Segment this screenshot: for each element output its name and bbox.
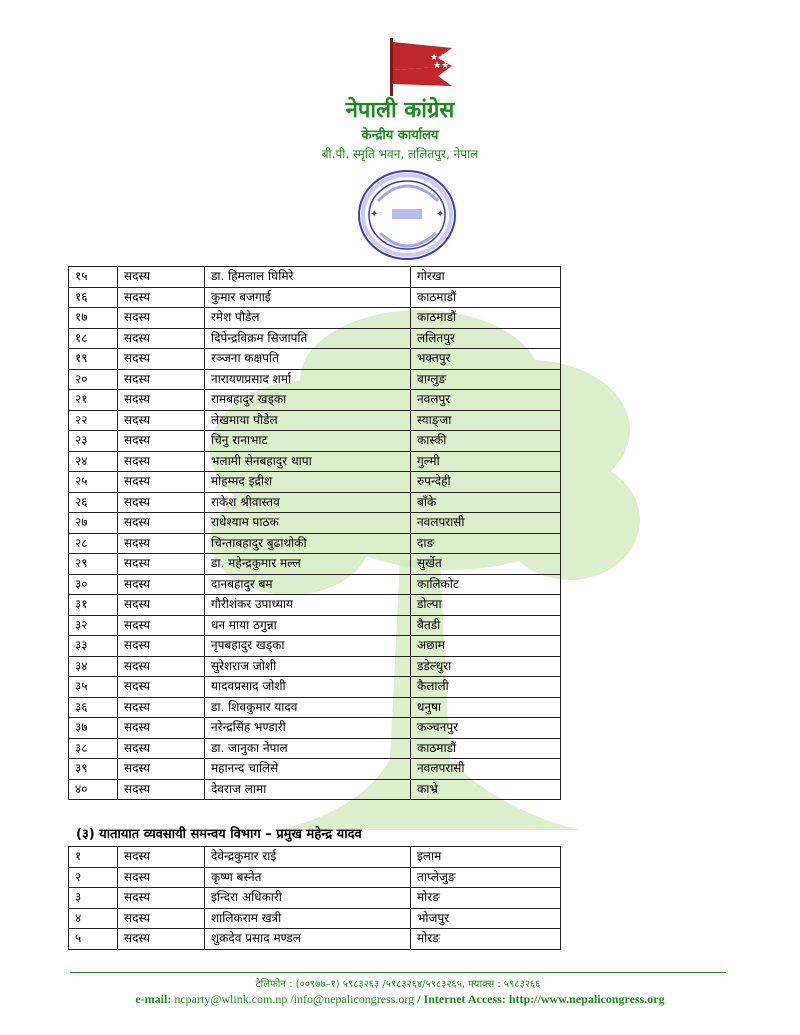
web-label: Internet Access: [423, 992, 506, 1006]
svg-text:★★: ★★ [430, 53, 447, 63]
footer-phone: टेलिफोन : (००९७७–१) ५९८३२६३ /५९८३२६४/५९८३२६५, फ्याक्स : ५९८३२६६ [255, 979, 541, 990]
member-name-cell: भलामी सेनबहादुर थापा [205, 451, 411, 472]
member-name-cell: रञ्जना कक्षपति [205, 349, 411, 370]
serial-number-cell: २ [69, 867, 118, 888]
role-cell: सदस्य [118, 554, 205, 575]
member-name-cell: रामबहादुर खड्का [205, 390, 411, 411]
serial-number-cell: ४ [69, 908, 118, 929]
table-row [69, 888, 561, 909]
serial-number-cell: २३ [69, 431, 118, 452]
district-cell: नवलपरासी [411, 759, 561, 780]
role-cell: सदस्य [118, 308, 205, 329]
district-cell: काठमाडौं [411, 287, 561, 308]
district-cell: ललितपुर [411, 328, 561, 349]
role-cell: सदस्य [118, 847, 205, 868]
district-cell: रुपन्देही [411, 472, 561, 493]
section-heading: (३) यातायात व्यवसायी समन्वय विभाग – प्रमुख महेन्द्र यादव [76, 827, 362, 842]
serial-number-cell: २८ [69, 533, 118, 554]
member-name-cell: रमेश पौडेल [205, 308, 411, 329]
serial-number-cell: २६ [69, 492, 118, 513]
table-row [69, 738, 561, 759]
district-cell: गोरखा [411, 267, 561, 288]
letterhead [0, 0, 800, 270]
member-name-cell: राकेश श्रीवास्तव [205, 492, 411, 513]
member-name-cell: इन्दिरा अधिकारी [205, 888, 411, 909]
serial-number-cell: ३० [69, 574, 118, 595]
district-cell: डोल्पा [411, 595, 561, 616]
footer-divider [70, 972, 726, 973]
role-cell: सदस्य [118, 574, 205, 595]
member-name-cell: कुमार बजगाई [205, 287, 411, 308]
serial-number-cell: ३९ [69, 759, 118, 780]
office-name: केन्द्रीय कार्यालय [361, 128, 439, 143]
role-cell: सदस्य [118, 779, 205, 800]
role-cell: सदस्य [118, 718, 205, 739]
table-row [69, 533, 561, 554]
district-cell: इलाम [411, 847, 561, 868]
district-cell: कैलाली [411, 677, 561, 698]
table-row [69, 656, 561, 677]
district-cell: भोजपुर [411, 908, 561, 929]
member-name-cell: नारायणप्रसाद शर्मा [205, 369, 411, 390]
transport-members-table [68, 846, 561, 950]
role-cell: सदस्य [118, 492, 205, 513]
district-cell: मोरङ [411, 888, 561, 909]
table-row [69, 328, 561, 349]
district-cell: कञ्चनपुर [411, 718, 561, 739]
table-row [69, 410, 561, 431]
role-cell: सदस्य [118, 451, 205, 472]
role-cell: सदस्य [118, 888, 205, 909]
serial-number-cell: २१ [69, 390, 118, 411]
district-cell: डडेल्धुरा [411, 656, 561, 677]
serial-number-cell: ५ [69, 929, 118, 950]
office-address: बी.पी. स्मृति भवन, ललितपुर, नेपाल [321, 147, 479, 161]
table-row [69, 615, 561, 636]
table-row [69, 636, 561, 657]
footer-contact [40, 992, 760, 1007]
member-name-cell: शुकदेव प्रसाद मण्डल [205, 929, 411, 950]
table-row [69, 308, 561, 329]
serial-number-cell: ३८ [69, 738, 118, 759]
serial-number-cell: ३३ [69, 636, 118, 657]
district-cell: ताप्लेजुङ [411, 867, 561, 888]
serial-number-cell: २९ [69, 554, 118, 575]
office-seal-stamp [356, 167, 458, 263]
member-name-cell: डा. महेन्द्रकुमार मल्ल [205, 554, 411, 575]
role-cell: सदस्य [118, 677, 205, 698]
role-cell: सदस्य [118, 615, 205, 636]
member-name-cell: देवेन्द्रकुमार राई [205, 847, 411, 868]
member-name-cell: नरेन्द्रसिंह भण्डारी [205, 718, 411, 739]
table-row [69, 697, 561, 718]
member-name-cell: लेखमाया पौडेल [205, 410, 411, 431]
member-name-cell: सुरेशराज जोशी [205, 656, 411, 677]
member-name-cell: डा. शिवकुमार यादव [205, 697, 411, 718]
role-cell: सदस्य [118, 328, 205, 349]
role-cell: सदस्य [118, 390, 205, 411]
role-cell: सदस्य [118, 472, 205, 493]
member-name-cell: शालिकराम खत्री [205, 908, 411, 929]
email-value[interactable]: ncparty@wlink.com.np /info@nepalicongress.org [174, 992, 415, 1006]
district-cell: नवलपरासी [411, 513, 561, 534]
district-cell: काठमाडौं [411, 738, 561, 759]
role-cell: सदस्य [118, 410, 205, 431]
table-row [69, 554, 561, 575]
serial-number-cell: ३२ [69, 615, 118, 636]
district-cell: अछाम [411, 636, 561, 657]
member-name-cell: कृष्ण बस्नेत [205, 867, 411, 888]
table-row [69, 431, 561, 452]
role-cell: सदस्य [118, 287, 205, 308]
svg-text:★★: ★★ [433, 61, 450, 71]
member-name-cell: महानन्द चालिसे [205, 759, 411, 780]
serial-number-cell: २० [69, 369, 118, 390]
serial-number-cell: ३६ [69, 697, 118, 718]
member-name-cell: चिनु रानाभाट [205, 431, 411, 452]
district-cell: नवलपुर [411, 390, 561, 411]
table-row [69, 929, 561, 950]
serial-number-cell: ३४ [69, 656, 118, 677]
organization-name: नेपाली कांग्रेस [345, 98, 455, 123]
district-cell: धनुषा [411, 697, 561, 718]
serial-number-cell: १७ [69, 308, 118, 329]
svg-text:✦: ✦ [370, 209, 379, 220]
serial-number-cell: ३७ [69, 718, 118, 739]
member-name-cell: दिपेन्द्रविक्रम सिजापति [205, 328, 411, 349]
role-cell: सदस्य [118, 759, 205, 780]
table-row [69, 513, 561, 534]
role-cell: सदस्य [118, 929, 205, 950]
table-row [69, 779, 561, 800]
member-name-cell: मोहम्मद इद्रीश [205, 472, 411, 493]
table-row [69, 867, 561, 888]
serial-number-cell: १६ [69, 287, 118, 308]
table-row [69, 492, 561, 513]
role-cell: सदस्य [118, 267, 205, 288]
table-row [69, 267, 561, 288]
serial-number-cell: २२ [69, 410, 118, 431]
district-cell: दाङ [411, 533, 561, 554]
member-name-cell: धन माया ठगुन्ना [205, 615, 411, 636]
role-cell: सदस्य [118, 656, 205, 677]
table-row [69, 677, 561, 698]
party-flag-logo [386, 36, 458, 96]
table-row [69, 451, 561, 472]
district-cell: मोरङ [411, 929, 561, 950]
member-name-cell: चिन्ताबहादुर बुढाथोकी [205, 533, 411, 554]
district-cell: गुल्मी [411, 451, 561, 472]
role-cell: सदस्य [118, 349, 205, 370]
member-name-cell: दानबहादुर बम [205, 574, 411, 595]
role-cell: सदस्य [118, 369, 205, 390]
role-cell: सदस्य [118, 533, 205, 554]
table-row [69, 574, 561, 595]
district-cell: बाग्लुङ [411, 369, 561, 390]
district-cell: काभ्रे [411, 779, 561, 800]
district-cell: स्याङ्जा [411, 410, 561, 431]
role-cell: सदस्य [118, 636, 205, 657]
member-name-cell: देवराज लामा [205, 779, 411, 800]
role-cell: सदस्य [118, 738, 205, 759]
district-cell: काठमाडौं [411, 308, 561, 329]
district-cell: कालिकोट [411, 574, 561, 595]
members-table [68, 266, 561, 800]
serial-number-cell: ३१ [69, 595, 118, 616]
table-row [69, 369, 561, 390]
member-name-cell: डा. हिमलाल घिमिरे [205, 267, 411, 288]
table-row [69, 287, 561, 308]
table-row [69, 472, 561, 493]
table-row [69, 847, 561, 868]
serial-number-cell: १९ [69, 349, 118, 370]
serial-number-cell: १५ [69, 267, 118, 288]
district-cell: बाँके [411, 492, 561, 513]
member-name-cell: यादवप्रसाद जोशी [205, 677, 411, 698]
serial-number-cell: २७ [69, 513, 118, 534]
district-cell: सुर्खेत [411, 554, 561, 575]
serial-number-cell: ४० [69, 779, 118, 800]
table-row [69, 349, 561, 370]
serial-number-cell: ३५ [69, 677, 118, 698]
serial-number-cell: २५ [69, 472, 118, 493]
role-cell: सदस्य [118, 908, 205, 929]
member-name-cell: नृपबहादुर खड्का [205, 636, 411, 657]
table-row [69, 759, 561, 780]
web-value[interactable]: http://www.nepalicongress.org [508, 992, 665, 1006]
table-row [69, 595, 561, 616]
table-row [69, 390, 561, 411]
table-row [69, 908, 561, 929]
role-cell: सदस्य [118, 697, 205, 718]
role-cell: सदस्य [118, 513, 205, 534]
role-cell: सदस्य [118, 431, 205, 452]
role-cell: सदस्य [118, 867, 205, 888]
district-cell: कास्की [411, 431, 561, 452]
member-name-cell: डा. जानुका नेपाल [205, 738, 411, 759]
district-cell: भक्तपुर [411, 349, 561, 370]
table-row [69, 718, 561, 739]
district-cell: बैतडी [411, 615, 561, 636]
svg-text:✦: ✦ [436, 209, 445, 220]
serial-number-cell: १८ [69, 328, 118, 349]
role-cell: सदस्य [118, 595, 205, 616]
serial-number-cell: २४ [69, 451, 118, 472]
member-name-cell: राधेश्याम पाठक [205, 513, 411, 534]
serial-number-cell: ३ [69, 888, 118, 909]
serial-number-cell: १ [69, 847, 118, 868]
email-label: e-mail: [135, 992, 172, 1006]
member-name-cell: गौरीशंकर उपाध्याय [205, 595, 411, 616]
contact-separator: / [417, 992, 421, 1006]
